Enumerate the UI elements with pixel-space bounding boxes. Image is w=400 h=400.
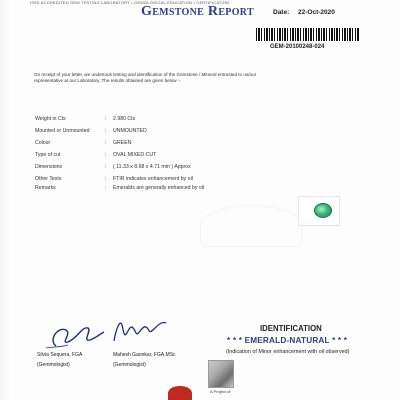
property-colon: : — [105, 164, 107, 170]
property-value: FTIR indicates enhancement by oil — [113, 176, 193, 182]
property-row — [35, 185, 235, 192]
date-label: Date: — [273, 9, 290, 16]
property-row — [35, 116, 235, 123]
property-value: GREEN — [113, 140, 132, 146]
property-value: 2.980 Cts — [113, 116, 136, 122]
gemmologist-1-name: Silvia Sequera, FGA — [37, 352, 83, 358]
gemmologist-2-role: (Gemmologist) — [113, 362, 146, 368]
barcode — [256, 28, 360, 41]
property-label: Colour — [35, 140, 51, 146]
identification-title: IDENTIFICATION — [260, 324, 322, 333]
property-label: Mounted or Unmounted — [35, 128, 90, 134]
signature-1 — [38, 320, 108, 350]
watermark-logo — [200, 205, 302, 247]
property-value: Emeralds are generally enhanced by oil — [113, 185, 205, 191]
property-value: OVAL MIXED CUT — [113, 152, 157, 158]
property-colon: : — [105, 128, 107, 134]
property-row — [35, 152, 235, 159]
property-label: Type of cut — [35, 152, 61, 158]
property-colon: : — [105, 152, 107, 158]
identification-note: (Indication of Minor enhancement with oil observed) — [226, 349, 350, 355]
property-label: Other Tests — [35, 176, 62, 182]
property-value: UNMOUNTED — [113, 128, 147, 134]
property-colon: : — [105, 176, 107, 182]
gemmologist-2-name: Mahesh Gaonkar, FGA,MSc — [113, 352, 176, 358]
property-colon: : — [105, 116, 107, 122]
property-row — [35, 176, 235, 183]
property-value: ( 11.33 x 8.68 x 4.71 mm ) Approx — [113, 164, 191, 170]
hologram-seal — [208, 360, 234, 388]
property-label: Remarks — [35, 185, 56, 191]
gemmologist-1-role: (Gemmologist) — [37, 362, 70, 368]
identification-result: * * * EMERALD-NATURAL * * * — [227, 336, 348, 345]
date-value: 22-Oct-2020 — [298, 9, 335, 16]
property-row — [35, 128, 235, 135]
signature-2 — [110, 311, 170, 351]
property-label: Weight in Cts — [35, 116, 66, 122]
property-row — [35, 140, 235, 147]
page-edge-shadow — [0, 0, 10, 400]
report-title: Gemstone Report — [141, 4, 254, 19]
property-colon: : — [105, 140, 107, 146]
header-strip: IS0D ACCREDITED GEM TESTING LABORATORY • GEMOLOGICAL EDUCATION • CERTIFICATION — [30, 0, 230, 5]
project-caption: A Project of — [210, 389, 231, 394]
property-label: Dimensions — [35, 164, 63, 170]
property-row — [35, 164, 235, 171]
emerald-gem-image — [314, 203, 332, 218]
report-number: GEM-20100248-024 — [270, 44, 325, 50]
property-colon: : — [105, 185, 107, 191]
red-seal-fragment — [168, 386, 192, 400]
intro-text: On receipt of your letter, we undertook testing and identification of the Gemstone / Mineral entrusted to us/our representative at our Laboratory. The results obtained are given below :- — [34, 72, 257, 83]
